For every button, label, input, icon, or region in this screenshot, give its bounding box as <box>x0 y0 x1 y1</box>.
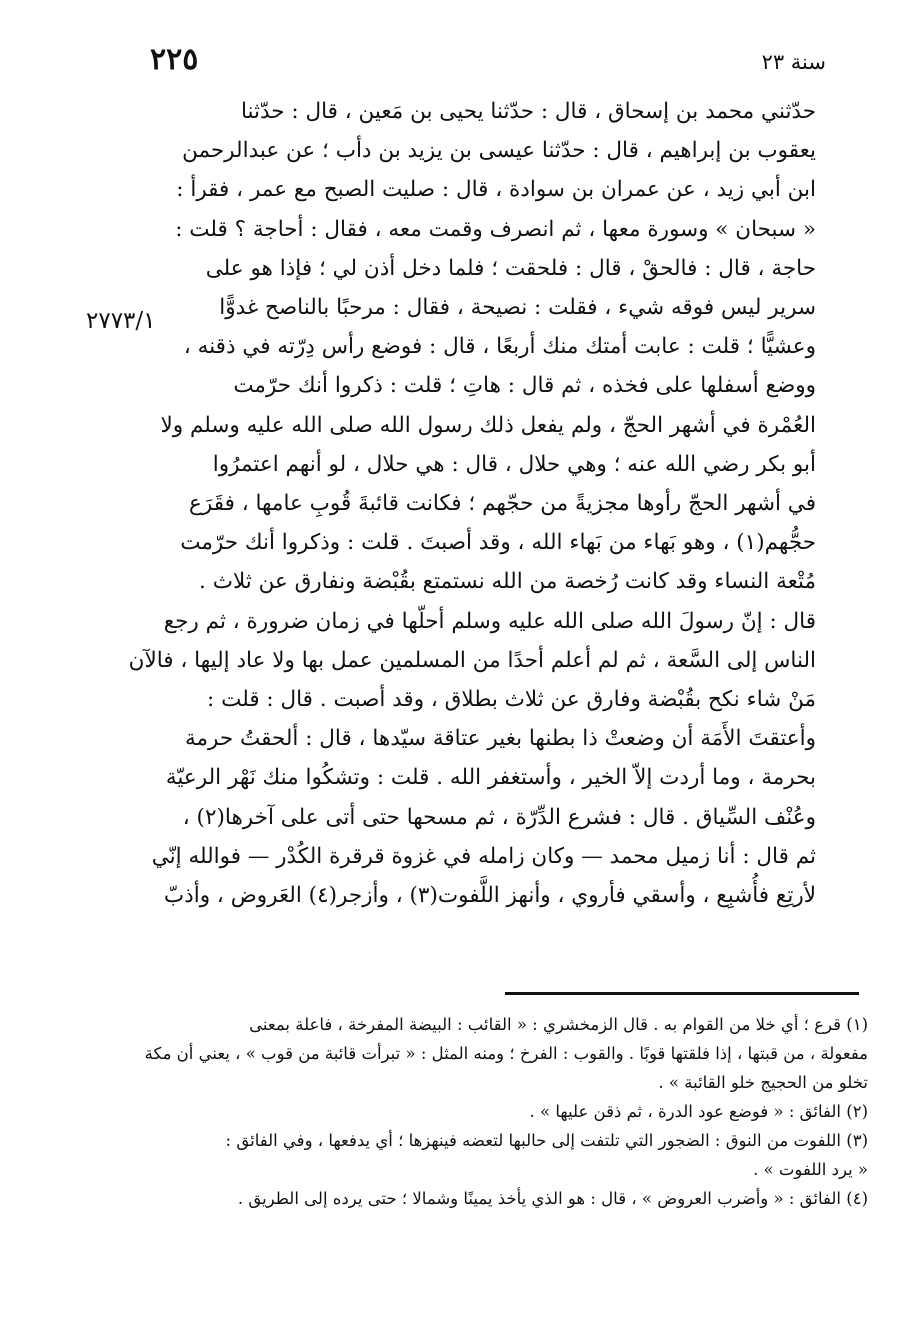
body-line: حجُّهم(١) ، وهو بَهاء من بَهاء الله ، وقد أصبتَ . قلت : وذكروا أنك حرّمت <box>180 530 816 556</box>
body-line: « سبحان » وسورة معها ، ثم انصرف وقمت معه ، فقال : أحاجة ؟ قلت : <box>175 216 816 242</box>
body-line: العُمْرة في أشهر الحجّ ، ولم يفعل ذلك رسول الله صلى الله عليه وسلم ولا <box>160 412 816 438</box>
footnote-line: (٣) اللفوت من النوق : الضجور التي تلتفت إلى حالبها لتعضه فينهزها ؛ أي يدفعها ، وفي الفائق : <box>225 1131 868 1150</box>
body-line: مُتْعة النساء وقد كانت رُخصة من الله نستمتع بقُبْضة ونفارق عن ثلاث . <box>199 569 816 595</box>
footnote-line: « يرد اللفوت » . <box>753 1160 868 1179</box>
body-line: ووضع أسفلها على فخذه ، ثم قال : هاتِ ؛ قلت : ذكروا أنك حرّمت <box>233 373 816 399</box>
footnote-line: (٢) الفائق : « فوضع عود الدرة ، ثم ذقن عليها » . <box>529 1102 868 1121</box>
body-line: سرير ليس فوقه شيء ، فقلت : نصيحة ، فقال : مرحبًا بالناصح غدوًّا <box>219 295 816 321</box>
footnote-line: تخلو من الحجيج خلو القائبة » . <box>658 1073 868 1092</box>
year-heading: سنة ٢٣ <box>761 50 826 74</box>
margin-reference: ٢٧٧٣/١ <box>86 308 156 334</box>
body-line: حدّثني محمد بن إسحاق ، قال : حدّثنا يحيى بن مَعين ، قال : حدّثنا <box>240 99 816 124</box>
body-line: وعُنْف السِّياق . قال : فشرع الدِّرّة ، ثم مسحها حتى أتى على آخرها(٢) ، <box>182 804 816 830</box>
body-line: لأرتِع فأُشبِع ، وأسقي فأروي ، وأنهز اللَّفوت(٣) ، وأزجر(٤) العَروض ، وأذبّ <box>163 883 816 909</box>
body-line: مَنْ شاء نكح بقُبْضة وفارق عن ثلاث بطلاق ، وقد أصبت . قال : قلت : <box>207 687 816 713</box>
body-line: وعشيًّا ؛ قلت : عابت أمتك منك أربعًا ، قال : فوضع رأس دِرّته في ذقنه ، <box>183 334 816 360</box>
footnote-line: (٤) الفائق : « وأضرب العروض » ، قال : هو الذي يأخذ يمينًا وشمالا ؛ حتى يرده إلى الطريق . <box>237 1189 868 1208</box>
body-line: ثم قال : أنا زميل محمد — وكان زامله في غزوة قرقرة الكُدْر — فوالله إنّي <box>151 843 816 869</box>
body-text <box>128 92 816 915</box>
page-number: ٢٢٥ <box>150 42 199 77</box>
footnote-line: مفعولة ، من قبتها ، إذا فلقتها قوبًا . والقوب : الفرخ ؛ ومنه المثل : « تبرأت قائبة من قوب » ، يعني أن مكة <box>144 1044 868 1063</box>
body-line: في أشهر الحجّ رأوها مجزيةً من حجّهم ؛ فكانت قائبةَ قُوبِ عامها ، فقَرَع <box>189 491 816 517</box>
body-line: أبو بكر رضي الله عنه ؛ وهي حلال ، قال : هي حلال ، لو أنهم اعتمرُوا <box>212 451 816 477</box>
body-line: بحرمة ، وما أردت إلاّ الخير ، وأستغفر الله . قلت : وتشكُوا منك نَهْر الرعيّة <box>165 765 816 791</box>
body-line: ابن أبي زيد ، عن عمران بن سوادة ، قال : صليت الصبح مع عمر ، فقرأ : <box>176 177 816 203</box>
footnote-divider <box>505 992 859 995</box>
body-line: يعقوب بن إبراهيم ، قال : حدّثنا عيسى بن يزيد بن دأب ؛ عن عبدالرحمن <box>182 138 816 164</box>
footnotes <box>120 1010 868 1213</box>
body-line: حاجة ، قال : فالحقْ ، قال : فلحقت ؛ فلما دخل أذن لي ؛ فإذا هو على <box>205 255 816 281</box>
body-line: وأعتقتَ الأَمَة أن وضعتْ ذا بطنها بغير عتاقة سيّدها ، قال : ألحقتُ حرمة <box>184 726 816 752</box>
body-line: قال : إنّ رسولَ الله صلى الله عليه وسلم أحلّها في زمان ضرورة ، ثم رجع <box>163 608 816 634</box>
footnote-line: (١) قرع ؛ أي خلا من القوام به . قال الزمخشري : « القائب : البيضة المفرخة ، فاعلة بمعنى <box>249 1015 868 1034</box>
body-line: الناس إلى السَّعة ، ثم لم أعلم أحدًا من المسلمين عمل بها ولا عاد إليها ، فالآن <box>128 647 816 673</box>
